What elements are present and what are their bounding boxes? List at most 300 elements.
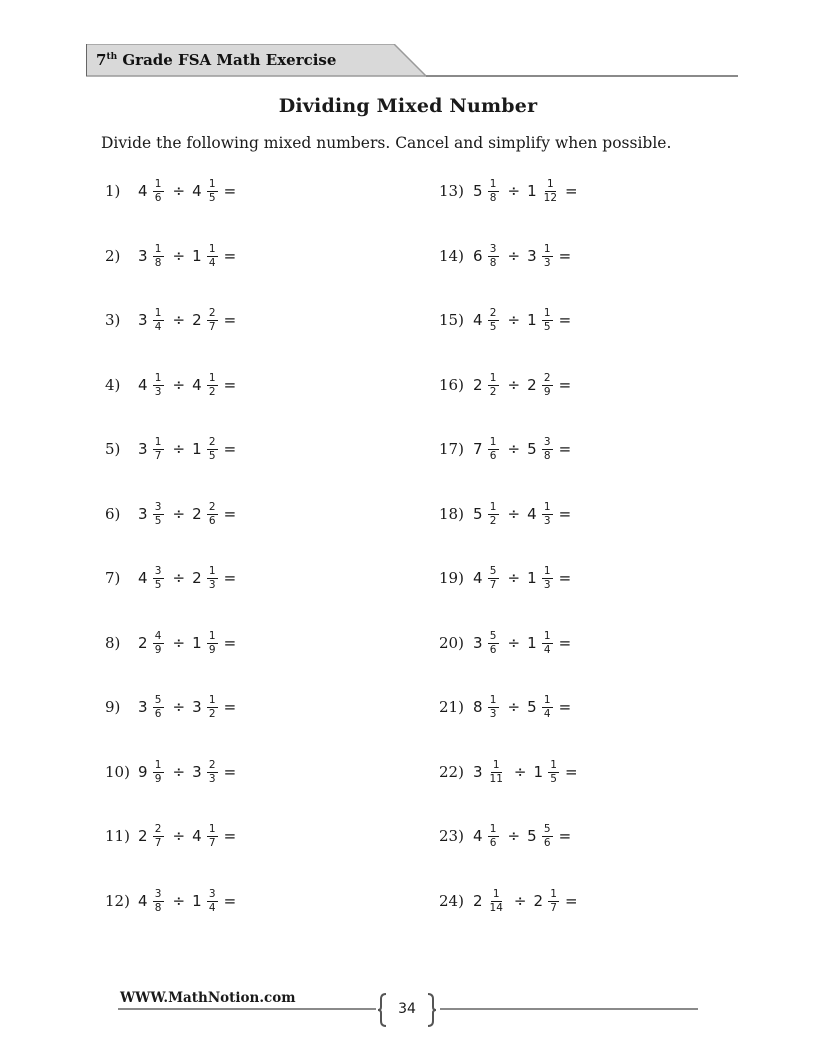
whole-number: 3 bbox=[192, 763, 202, 781]
numerator: 3 bbox=[542, 437, 553, 450]
problem-number: 1) bbox=[105, 182, 121, 200]
divide-sign: ÷ bbox=[172, 569, 186, 587]
problem-number: 2) bbox=[105, 247, 121, 265]
problem-expression bbox=[473, 760, 578, 785]
fraction bbox=[488, 179, 499, 204]
problem-expression bbox=[138, 631, 236, 656]
equals-sign: = bbox=[558, 634, 572, 652]
divide-sign: ÷ bbox=[507, 634, 521, 652]
numerator: 2 bbox=[207, 437, 218, 450]
whole-number: 2 bbox=[192, 505, 202, 523]
equals-sign: = bbox=[558, 827, 572, 845]
whole-number: 1 bbox=[192, 634, 202, 652]
numerator: 2 bbox=[542, 373, 553, 386]
numerator: 1 bbox=[548, 760, 559, 773]
denominator: 4 bbox=[543, 643, 551, 656]
divide-sign: ÷ bbox=[507, 311, 521, 329]
equals-sign: = bbox=[565, 892, 578, 910]
equals-sign: = bbox=[223, 440, 237, 458]
page-number-box bbox=[378, 993, 436, 1027]
denominator: 7 bbox=[154, 836, 162, 849]
denominator: 9 bbox=[208, 643, 216, 656]
numerator: 1 bbox=[153, 760, 164, 773]
numerator: 2 bbox=[207, 308, 218, 321]
whole-number: 2 bbox=[473, 892, 483, 910]
denominator: 3 bbox=[154, 385, 162, 398]
problem-number: 5) bbox=[105, 440, 121, 458]
fraction bbox=[207, 179, 218, 204]
divide-sign: ÷ bbox=[172, 892, 186, 910]
equals-sign: = bbox=[223, 247, 237, 265]
problem-expression bbox=[473, 889, 578, 914]
equals-sign: = bbox=[223, 569, 237, 587]
fraction bbox=[153, 308, 164, 333]
numerator: 1 bbox=[542, 244, 553, 257]
denominator: 11 bbox=[489, 772, 503, 785]
equals-sign: = bbox=[223, 698, 237, 716]
numerator: 1 bbox=[548, 889, 559, 902]
problem-number: 8) bbox=[105, 634, 121, 652]
fraction bbox=[542, 437, 553, 462]
denominator: 6 bbox=[154, 707, 162, 720]
denominator: 4 bbox=[543, 707, 551, 720]
numerator: 1 bbox=[207, 824, 218, 837]
problem-item bbox=[439, 821, 571, 851]
fraction bbox=[207, 502, 218, 527]
equals-sign: = bbox=[558, 247, 572, 265]
whole-number: 3 bbox=[192, 698, 202, 716]
fraction bbox=[488, 760, 505, 785]
numerator: 1 bbox=[542, 631, 553, 644]
numerator: 3 bbox=[488, 244, 499, 257]
denominator: 6 bbox=[208, 514, 216, 527]
whole-number: 1 bbox=[192, 892, 202, 910]
problem-expression bbox=[473, 244, 571, 269]
numerator: 1 bbox=[542, 502, 553, 515]
fraction bbox=[153, 502, 164, 527]
problem-item bbox=[439, 434, 571, 464]
whole-number: 1 bbox=[527, 182, 537, 200]
problem-number: 16) bbox=[439, 376, 464, 394]
problem-item bbox=[105, 563, 236, 593]
fraction bbox=[488, 631, 499, 656]
numerator: 1 bbox=[545, 179, 556, 192]
problem-item bbox=[439, 757, 578, 787]
equals-sign: = bbox=[223, 763, 237, 781]
equals-sign: = bbox=[223, 505, 237, 523]
problem-expression bbox=[473, 695, 571, 720]
fraction bbox=[207, 373, 218, 398]
fraction bbox=[542, 179, 559, 204]
divide-sign: ÷ bbox=[172, 763, 186, 781]
numerator: 1 bbox=[207, 566, 218, 579]
whole-number: 3 bbox=[527, 247, 537, 265]
equals-sign: = bbox=[223, 827, 237, 845]
whole-number: 3 bbox=[138, 698, 148, 716]
problem-expression bbox=[473, 308, 571, 333]
problem-number: 12) bbox=[105, 892, 130, 910]
denominator: 5 bbox=[154, 514, 162, 527]
whole-number: 4 bbox=[138, 892, 148, 910]
problem-number: 6) bbox=[105, 505, 121, 523]
denominator: 8 bbox=[154, 256, 162, 269]
divide-sign: ÷ bbox=[172, 505, 186, 523]
fraction bbox=[488, 889, 505, 914]
fraction bbox=[548, 760, 559, 785]
numerator: 1 bbox=[488, 437, 499, 450]
whole-number: 5 bbox=[527, 698, 537, 716]
whole-number: 5 bbox=[527, 827, 537, 845]
problem-expression bbox=[473, 437, 571, 462]
problem-expression bbox=[138, 824, 236, 849]
equals-sign: = bbox=[565, 763, 578, 781]
denominator: 5 bbox=[208, 191, 216, 204]
whole-number: 4 bbox=[138, 569, 148, 587]
problem-number: 19) bbox=[439, 569, 464, 587]
fraction bbox=[207, 244, 218, 269]
fraction bbox=[207, 308, 218, 333]
fraction bbox=[488, 566, 499, 591]
fraction bbox=[542, 695, 553, 720]
problem-number: 23) bbox=[439, 827, 464, 845]
denominator: 6 bbox=[489, 836, 497, 849]
whole-number: 2 bbox=[473, 376, 483, 394]
denominator: 7 bbox=[489, 578, 497, 591]
whole-number: 2 bbox=[527, 376, 537, 394]
problem-number: 7) bbox=[105, 569, 121, 587]
whole-number: 2 bbox=[138, 634, 148, 652]
fraction bbox=[153, 760, 164, 785]
footer-rule-right bbox=[440, 1008, 698, 1010]
denominator: 5 bbox=[489, 320, 497, 333]
whole-number: 4 bbox=[192, 182, 202, 200]
equals-sign: = bbox=[223, 311, 237, 329]
banner-title: 7th Grade FSA Math Exercise bbox=[96, 51, 337, 69]
problem-item bbox=[439, 370, 571, 400]
problem-item bbox=[105, 692, 236, 722]
problem-number: 11) bbox=[105, 827, 130, 845]
problem-expression bbox=[138, 179, 236, 204]
numerator: 1 bbox=[542, 566, 553, 579]
problem-number: 14) bbox=[439, 247, 464, 265]
numerator: 1 bbox=[153, 179, 164, 192]
numerator: 2 bbox=[207, 502, 218, 515]
fraction bbox=[153, 695, 164, 720]
denominator: 6 bbox=[543, 836, 551, 849]
equals-sign: = bbox=[223, 892, 237, 910]
whole-number: 3 bbox=[138, 247, 148, 265]
denominator: 5 bbox=[154, 578, 162, 591]
whole-number: 3 bbox=[138, 440, 148, 458]
fraction bbox=[207, 889, 218, 914]
problem-item bbox=[439, 241, 571, 271]
numerator: 1 bbox=[488, 373, 499, 386]
whole-number: 3 bbox=[473, 634, 483, 652]
header-banner bbox=[86, 44, 426, 76]
equals-sign: = bbox=[558, 698, 572, 716]
whole-number: 2 bbox=[192, 569, 202, 587]
problem-item bbox=[105, 305, 236, 335]
numerator: 1 bbox=[488, 502, 499, 515]
divide-sign: ÷ bbox=[507, 569, 521, 587]
problem-number: 15) bbox=[439, 311, 464, 329]
divide-sign: ÷ bbox=[172, 827, 186, 845]
problem-item bbox=[105, 241, 236, 271]
fraction bbox=[488, 244, 499, 269]
denominator: 9 bbox=[154, 643, 162, 656]
whole-number: 2 bbox=[533, 892, 544, 910]
numerator: 1 bbox=[488, 695, 499, 708]
denominator: 5 bbox=[550, 772, 557, 785]
numerator: 1 bbox=[491, 889, 502, 902]
equals-sign: = bbox=[558, 569, 572, 587]
denominator: 7 bbox=[208, 320, 216, 333]
problem-number: 24) bbox=[439, 892, 464, 910]
fraction bbox=[153, 179, 164, 204]
header-rule bbox=[426, 75, 738, 77]
whole-number: 7 bbox=[473, 440, 483, 458]
denominator: 12 bbox=[543, 191, 558, 204]
problem-expression bbox=[138, 373, 236, 398]
problem-item bbox=[439, 628, 571, 658]
problem-expression bbox=[138, 760, 236, 785]
equals-sign: = bbox=[223, 634, 237, 652]
divide-sign: ÷ bbox=[172, 182, 186, 200]
fraction bbox=[542, 566, 553, 591]
page-number: 34 bbox=[398, 1001, 416, 1017]
problem-expression bbox=[473, 502, 571, 527]
problem-item bbox=[439, 499, 571, 529]
whole-number: 4 bbox=[473, 827, 483, 845]
problem-item bbox=[105, 370, 236, 400]
problem-item bbox=[439, 886, 578, 916]
fraction bbox=[153, 244, 164, 269]
problem-number: 4) bbox=[105, 376, 121, 394]
problem-number: 17) bbox=[439, 440, 464, 458]
numerator: 1 bbox=[207, 373, 218, 386]
denominator: 5 bbox=[543, 320, 551, 333]
equals-sign: = bbox=[223, 376, 237, 394]
denominator: 4 bbox=[154, 320, 162, 333]
fraction bbox=[153, 631, 164, 656]
divide-sign: ÷ bbox=[513, 892, 527, 910]
numerator: 5 bbox=[488, 631, 499, 644]
whole-number: 5 bbox=[473, 182, 483, 200]
numerator: 4 bbox=[153, 631, 164, 644]
divide-sign: ÷ bbox=[172, 698, 186, 716]
fraction bbox=[488, 437, 499, 462]
problem-expression bbox=[473, 631, 571, 656]
divide-sign: ÷ bbox=[507, 698, 521, 716]
numerator: 3 bbox=[153, 502, 164, 515]
numerator: 2 bbox=[488, 308, 499, 321]
fraction bbox=[207, 824, 218, 849]
denominator: 2 bbox=[489, 385, 497, 398]
numerator: 1 bbox=[153, 373, 164, 386]
denominator: 3 bbox=[489, 707, 497, 720]
whole-number: 1 bbox=[192, 440, 202, 458]
divide-sign: ÷ bbox=[172, 440, 186, 458]
fraction bbox=[207, 437, 218, 462]
problem-number: 20) bbox=[439, 634, 464, 652]
problem-expression bbox=[138, 695, 236, 720]
fraction bbox=[488, 695, 499, 720]
instructions: Divide the following mixed numbers. Cancel and simplify when possible. bbox=[101, 134, 672, 152]
fraction bbox=[207, 631, 218, 656]
whole-number: 1 bbox=[527, 311, 537, 329]
numerator: 1 bbox=[207, 695, 218, 708]
equals-sign: = bbox=[558, 505, 572, 523]
fraction bbox=[542, 244, 553, 269]
problem-item bbox=[105, 886, 236, 916]
denominator: 8 bbox=[543, 449, 551, 462]
whole-number: 6 bbox=[473, 247, 483, 265]
problem-number: 10) bbox=[105, 763, 130, 781]
numerator: 1 bbox=[153, 308, 164, 321]
problem-item bbox=[105, 821, 236, 851]
divide-sign: ÷ bbox=[507, 505, 521, 523]
whole-number: 3 bbox=[138, 505, 148, 523]
whole-number: 4 bbox=[192, 827, 202, 845]
denominator: 2 bbox=[208, 707, 216, 720]
whole-number: 1 bbox=[192, 247, 202, 265]
denominator: 8 bbox=[489, 191, 497, 204]
denominator: 4 bbox=[208, 901, 216, 914]
fraction bbox=[488, 502, 499, 527]
problem-number: 13) bbox=[439, 182, 464, 200]
problem-expression bbox=[473, 373, 571, 398]
fraction bbox=[153, 373, 164, 398]
numerator: 5 bbox=[153, 695, 164, 708]
numerator: 1 bbox=[153, 437, 164, 450]
denominator: 3 bbox=[543, 514, 551, 527]
fraction bbox=[153, 824, 164, 849]
fraction bbox=[153, 437, 164, 462]
footer-rule-left bbox=[118, 1008, 376, 1010]
denominator: 4 bbox=[208, 256, 216, 269]
divide-sign: ÷ bbox=[507, 247, 521, 265]
problem-item bbox=[439, 692, 571, 722]
whole-number: 4 bbox=[527, 505, 537, 523]
denominator: 3 bbox=[208, 772, 216, 785]
problem-expression bbox=[138, 244, 236, 269]
equals-sign: = bbox=[223, 182, 237, 200]
numerator: 1 bbox=[488, 824, 499, 837]
whole-number: 1 bbox=[533, 763, 544, 781]
footer-url: WWW.MathNotion.com bbox=[120, 990, 296, 1006]
numerator: 5 bbox=[488, 566, 499, 579]
denominator: 8 bbox=[489, 256, 497, 269]
problem-expression bbox=[138, 502, 236, 527]
problem-item bbox=[105, 499, 236, 529]
whole-number: 8 bbox=[473, 698, 483, 716]
problem-item bbox=[439, 563, 571, 593]
whole-number: 1 bbox=[527, 634, 537, 652]
problem-expression bbox=[473, 179, 578, 204]
denominator: 5 bbox=[208, 449, 216, 462]
problem-expression bbox=[138, 308, 236, 333]
denominator: 2 bbox=[489, 514, 497, 527]
whole-number: 4 bbox=[473, 311, 483, 329]
whole-number: 4 bbox=[192, 376, 202, 394]
denominator: 6 bbox=[489, 449, 497, 462]
denominator: 6 bbox=[154, 191, 162, 204]
whole-number: 1 bbox=[527, 569, 537, 587]
problem-item bbox=[439, 305, 571, 335]
fraction bbox=[207, 695, 218, 720]
fraction bbox=[153, 889, 164, 914]
problem-item bbox=[439, 176, 578, 206]
problem-item bbox=[105, 176, 236, 206]
equals-sign: = bbox=[558, 376, 572, 394]
whole-number: 9 bbox=[138, 763, 148, 781]
whole-number: 2 bbox=[192, 311, 202, 329]
denominator: 3 bbox=[208, 578, 216, 591]
divide-sign: ÷ bbox=[172, 634, 186, 652]
numerator: 3 bbox=[153, 889, 164, 902]
equals-sign: = bbox=[558, 311, 572, 329]
page-title: Dividing Mixed Number bbox=[278, 95, 538, 117]
whole-number: 4 bbox=[138, 182, 148, 200]
denominator: 9 bbox=[543, 385, 551, 398]
denominator: 3 bbox=[543, 578, 551, 591]
numerator: 3 bbox=[207, 889, 218, 902]
denominator: 14 bbox=[489, 901, 503, 914]
numerator: 1 bbox=[207, 179, 218, 192]
whole-number: 2 bbox=[138, 827, 148, 845]
fraction bbox=[542, 824, 553, 849]
fraction bbox=[542, 631, 553, 656]
numerator: 1 bbox=[542, 695, 553, 708]
denominator: 7 bbox=[208, 836, 216, 849]
problem-item bbox=[105, 757, 236, 787]
divide-sign: ÷ bbox=[172, 247, 186, 265]
numerator: 5 bbox=[542, 824, 553, 837]
fraction bbox=[488, 824, 499, 849]
problem-number: 22) bbox=[439, 763, 464, 781]
problem-number: 21) bbox=[439, 698, 464, 716]
divide-sign: ÷ bbox=[507, 376, 521, 394]
fraction bbox=[153, 566, 164, 591]
divide-sign: ÷ bbox=[507, 827, 521, 845]
problem-number: 9) bbox=[105, 698, 121, 716]
whole-number: 4 bbox=[473, 569, 483, 587]
fraction bbox=[207, 566, 218, 591]
problem-number: 18) bbox=[439, 505, 464, 523]
numerator: 1 bbox=[542, 308, 553, 321]
fraction bbox=[542, 373, 553, 398]
divide-sign: ÷ bbox=[172, 376, 186, 394]
denominator: 3 bbox=[543, 256, 551, 269]
fraction bbox=[548, 889, 559, 914]
denominator: 6 bbox=[489, 643, 497, 656]
denominator: 7 bbox=[550, 901, 557, 914]
divide-sign: ÷ bbox=[507, 182, 521, 200]
whole-number: 3 bbox=[473, 763, 483, 781]
problem-item bbox=[105, 628, 236, 658]
fraction bbox=[542, 502, 553, 527]
problem-expression bbox=[473, 824, 571, 849]
whole-number: 4 bbox=[138, 376, 148, 394]
whole-number: 5 bbox=[473, 505, 483, 523]
problem-item bbox=[105, 434, 236, 464]
denominator: 9 bbox=[154, 772, 162, 785]
numerator: 1 bbox=[488, 179, 499, 192]
whole-number: 3 bbox=[138, 311, 148, 329]
numerator: 1 bbox=[207, 244, 218, 257]
numerator: 2 bbox=[153, 824, 164, 837]
fraction bbox=[488, 373, 499, 398]
